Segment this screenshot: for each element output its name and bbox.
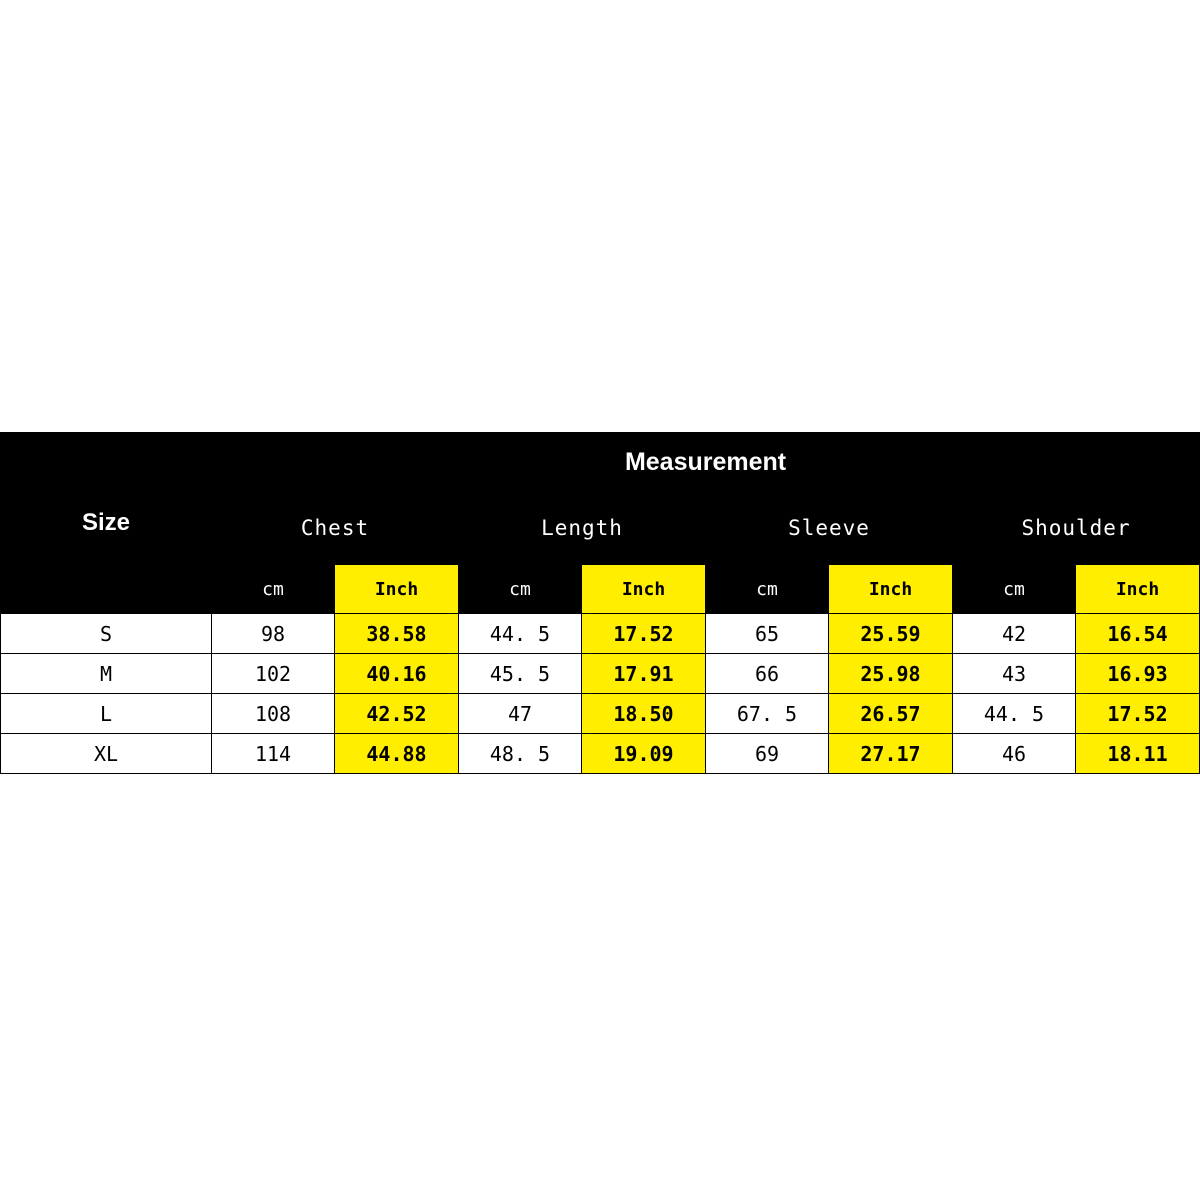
size-chart-container [0,432,1200,774]
table-row [1,614,1200,654]
cell-shoulder-inch: 16.93 [1076,654,1200,694]
header-unit-sleeve-inch: Inch [829,565,953,614]
cell-length-cm: 44. 5 [459,614,582,654]
cell-length-inch: 17.52 [582,614,706,654]
header-unit-shoulder-inch: Inch [1076,565,1200,614]
cell-chest-cm: 108 [212,694,335,734]
header-unit-length-inch: Inch [582,565,706,614]
cell-chest-inch: 44.88 [335,734,459,774]
cell-shoulder-cm: 46 [953,734,1076,774]
header-group-chest: Chest [212,492,459,565]
header-unit-shoulder-cm: cm [953,565,1076,614]
cell-chest-cm: 98 [212,614,335,654]
row-size-label: S [1,614,212,654]
row-size-label: M [1,654,212,694]
cell-sleeve-cm: 69 [706,734,829,774]
cell-shoulder-inch: 18.11 [1076,734,1200,774]
header-unit-sleeve-cm: cm [706,565,829,614]
table-row [1,694,1200,734]
cell-sleeve-inch: 25.59 [829,614,953,654]
cell-shoulder-inch: 16.54 [1076,614,1200,654]
cell-shoulder-inch: 17.52 [1076,694,1200,734]
cell-sleeve-cm: 65 [706,614,829,654]
header-unit-chest-cm: cm [212,565,335,614]
header-unit-length-cm: cm [459,565,582,614]
row-size-label: XL [1,734,212,774]
cell-sleeve-cm: 66 [706,654,829,694]
header-measurement: Measurement [212,433,1200,492]
cell-chest-inch: 40.16 [335,654,459,694]
header-size: Size [1,433,212,614]
cell-length-inch: 18.50 [582,694,706,734]
header-group-shoulder: Shoulder [953,492,1200,565]
cell-sleeve-inch: 27.17 [829,734,953,774]
table-header-row-title [1,433,1200,492]
cell-shoulder-cm: 42 [953,614,1076,654]
cell-length-inch: 19.09 [582,734,706,774]
header-group-length: Length [459,492,706,565]
cell-shoulder-cm: 44. 5 [953,694,1076,734]
cell-sleeve-inch: 25.98 [829,654,953,694]
table-row [1,734,1200,774]
cell-length-cm: 45. 5 [459,654,582,694]
cell-chest-cm: 102 [212,654,335,694]
cell-sleeve-cm: 67. 5 [706,694,829,734]
header-unit-chest-inch: Inch [335,565,459,614]
cell-chest-cm: 114 [212,734,335,774]
cell-length-cm: 47 [459,694,582,734]
cell-length-inch: 17.91 [582,654,706,694]
size-chart-table [0,432,1200,774]
table-row [1,654,1200,694]
cell-shoulder-cm: 43 [953,654,1076,694]
cell-length-cm: 48. 5 [459,734,582,774]
cell-chest-inch: 42.52 [335,694,459,734]
cell-chest-inch: 38.58 [335,614,459,654]
header-group-sleeve: Sleeve [706,492,953,565]
cell-sleeve-inch: 26.57 [829,694,953,734]
row-size-label: L [1,694,212,734]
